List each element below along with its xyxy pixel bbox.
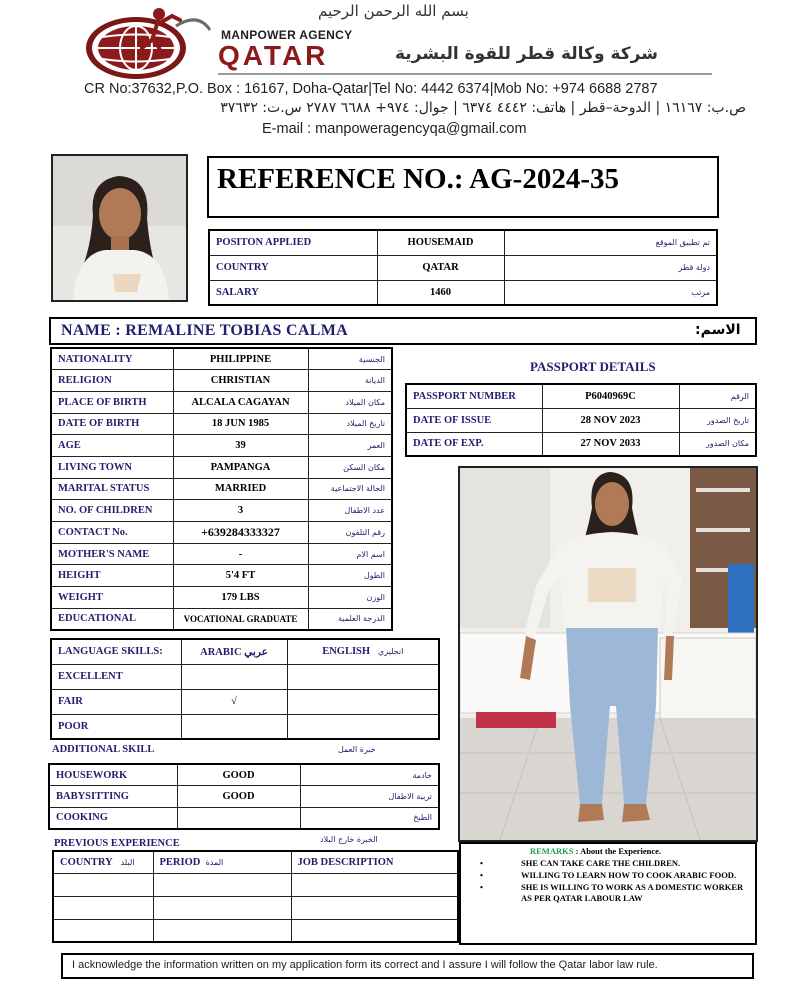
field-label: AGE bbox=[51, 435, 173, 457]
field-value: 39 bbox=[173, 435, 308, 457]
job-description-column-header: JOB DESCRIPTION bbox=[291, 851, 458, 874]
field-label: DATE OF BIRTH bbox=[51, 413, 173, 435]
passport-number-label-arabic: الرقم bbox=[679, 384, 756, 408]
applicant-full-body-photo bbox=[458, 466, 758, 842]
table-cell bbox=[291, 874, 458, 897]
additional-skill-title-arabic: خبرة العمل bbox=[338, 745, 376, 754]
skill-label-arabic: الطبخ bbox=[300, 807, 439, 829]
skill-value: GOOD bbox=[177, 764, 300, 786]
field-value: CHRISTIAN bbox=[173, 370, 308, 392]
table-row bbox=[51, 478, 392, 500]
country-column-header bbox=[53, 851, 153, 874]
country-row bbox=[209, 255, 717, 280]
field-label: EDUCATIONAL bbox=[51, 608, 173, 630]
field-label: RELIGION bbox=[51, 370, 173, 392]
field-label-arabic: مكان الميلاد bbox=[308, 391, 392, 413]
field-label: MOTHER'S NAME bbox=[51, 543, 173, 565]
language-skills-table bbox=[50, 638, 440, 740]
table-row bbox=[49, 786, 439, 808]
agency-logo bbox=[80, 4, 215, 82]
additional-skill-title: ADDITIONAL SKILL bbox=[52, 744, 155, 755]
remarks-heading bbox=[530, 846, 661, 856]
agency-name-small: MANPOWER AGENCY bbox=[221, 28, 353, 42]
table-row bbox=[51, 348, 392, 370]
salary-label: SALARY bbox=[209, 280, 377, 305]
field-label: PLACE OF BIRTH bbox=[51, 391, 173, 413]
table-cell bbox=[153, 896, 291, 919]
table-row bbox=[51, 565, 392, 587]
arabic-level-mark: √ bbox=[181, 689, 287, 714]
country-column-label: COUNTRY bbox=[60, 857, 113, 869]
table-row bbox=[53, 874, 458, 897]
field-label: LIVING TOWN bbox=[51, 456, 173, 478]
passport-number-value: P6040969C bbox=[542, 384, 679, 408]
table-row bbox=[51, 587, 392, 609]
level-label: EXCELLENT bbox=[51, 664, 181, 689]
table-cell bbox=[153, 919, 291, 942]
field-label: HEIGHT bbox=[51, 565, 173, 587]
field-label: MARITAL STATUS bbox=[51, 478, 173, 500]
field-label-arabic: عدد الاطفال bbox=[308, 500, 392, 522]
country-label: COUNTRY bbox=[209, 255, 377, 280]
field-value: +639284333327 bbox=[173, 522, 308, 544]
table-row bbox=[51, 522, 392, 544]
header-divider bbox=[218, 73, 712, 75]
level-label: POOR bbox=[51, 714, 181, 739]
field-value: 3 bbox=[173, 500, 308, 522]
table-row bbox=[49, 807, 439, 829]
remarks-suffix: : About the Experience. bbox=[575, 846, 662, 856]
period-column-header bbox=[153, 851, 291, 874]
field-value: - bbox=[173, 543, 308, 565]
english-column-header bbox=[287, 639, 439, 664]
agency-name-arabic: شركة وكالة قطر للقوة البشرية bbox=[395, 44, 658, 64]
table-row bbox=[51, 500, 392, 522]
field-label: WEIGHT bbox=[51, 587, 173, 609]
table-row bbox=[406, 384, 756, 408]
position-row bbox=[209, 230, 717, 255]
personal-info-table bbox=[50, 347, 393, 631]
salary-value: 1460 bbox=[377, 280, 504, 305]
position-table bbox=[208, 229, 718, 306]
table-row bbox=[49, 764, 439, 786]
table-row bbox=[51, 608, 392, 630]
position-value: HOUSEMAID bbox=[377, 230, 504, 255]
table-cell bbox=[53, 874, 153, 897]
skill-label: COOKING bbox=[49, 807, 177, 829]
field-label-arabic: الجنسية bbox=[308, 348, 392, 370]
table-row bbox=[406, 432, 756, 456]
field-label-arabic: العمر bbox=[308, 435, 392, 457]
skill-value: GOOD bbox=[177, 786, 300, 808]
issue-date-label: DATE OF ISSUE bbox=[406, 408, 542, 432]
field-value: PAMPANGA bbox=[173, 456, 308, 478]
field-value: 179 LBS bbox=[173, 587, 308, 609]
field-label: NATIONALITY bbox=[51, 348, 173, 370]
field-label-arabic: رقم التلفون bbox=[308, 522, 392, 544]
english-label: ENGLISH bbox=[322, 646, 371, 658]
salary-row bbox=[209, 280, 717, 305]
contact-english: CR No:37632,P.O. Box : 16167, Doha-Qatar|Tel No: 4442 6374|Mob No: +974 6688 2787 bbox=[84, 81, 658, 97]
table-row bbox=[53, 919, 458, 942]
period-column-label: PERIOD bbox=[159, 857, 201, 869]
salary-label-arabic: مرتب bbox=[504, 280, 717, 305]
table-cell bbox=[291, 919, 458, 942]
skill-label-arabic: خادمة bbox=[300, 764, 439, 786]
list-item: • WILLING TO LEARN HOW TO COOK ARABIC FOOD. bbox=[466, 870, 751, 881]
table-row bbox=[51, 370, 392, 392]
skill-label-arabic: تربية الاطفال bbox=[300, 786, 439, 808]
applicant-name-arabic-label: الاسم: bbox=[695, 322, 741, 338]
remarks-label: REMARKS bbox=[530, 846, 574, 856]
field-label-arabic: الطول bbox=[308, 565, 392, 587]
field-value: MARRIED bbox=[173, 478, 308, 500]
field-label-arabic: الدرجة العلمية bbox=[308, 608, 392, 630]
issue-date-label-arabic: تاريخ الصدور bbox=[679, 408, 756, 432]
country-label-arabic: دولة قطر bbox=[504, 255, 717, 280]
table-row bbox=[406, 408, 756, 432]
skill-label: BABYSITTING bbox=[49, 786, 177, 808]
field-value: 18 JUN 1985 bbox=[173, 413, 308, 435]
field-label-arabic: اسم الام bbox=[308, 543, 392, 565]
period-column-label-arabic: المدة bbox=[205, 858, 224, 868]
arabic-level-mark bbox=[181, 714, 287, 739]
bismillah-calligraphy: بسم الله الرحمن الرحيم bbox=[318, 2, 469, 20]
field-label-arabic: تاريخ الميلاد bbox=[308, 413, 392, 435]
table-row bbox=[51, 664, 439, 689]
table-row bbox=[51, 543, 392, 565]
field-label-arabic: الحالة الاجتماعية bbox=[308, 478, 392, 500]
additional-skill-table bbox=[48, 763, 440, 830]
table-cell bbox=[153, 874, 291, 897]
field-value: ALCALA CAGAYAN bbox=[173, 391, 308, 413]
expiry-date-label: DATE OF EXP. bbox=[406, 432, 542, 456]
list-item: • SHE IS WILLING TO WORK AS A DOMESTIC WORKER AS PER QATAR LABOUR LAW bbox=[466, 882, 751, 904]
reference-number: REFERENCE NO.: AG-2024-35 bbox=[217, 163, 619, 195]
arabic-level-mark bbox=[181, 664, 287, 689]
field-value: VOCATIONAL GRADUATE bbox=[173, 608, 308, 630]
english-level-mark bbox=[287, 689, 439, 714]
remarks-list bbox=[466, 858, 751, 905]
issue-date-value: 28 NOV 2023 bbox=[542, 408, 679, 432]
contact-arabic: ص.ب: ١٦١٦٧ | الدوحة–قطر | هاتف: ٤٤٤٢ ٦٣٧٤ | جوال: ٩٧٤+ ٦٦٨٨ ٢٧٨٧ س.ت: ٣٧٦٣٢ bbox=[220, 100, 746, 116]
position-label: POSITON APPLIED bbox=[209, 230, 377, 255]
passport-number-label: PASSPORT NUMBER bbox=[406, 384, 542, 408]
passport-details-title: PASSPORT DETAILS bbox=[530, 359, 656, 374]
position-label-arabic: تم تطبيق الموقع bbox=[504, 230, 717, 255]
table-cell bbox=[53, 919, 153, 942]
table-cell bbox=[53, 896, 153, 919]
field-label: CONTACT No. bbox=[51, 522, 173, 544]
english-label-arabic: انجليزي bbox=[377, 647, 404, 657]
field-label: NO. OF CHILDREN bbox=[51, 500, 173, 522]
table-row bbox=[51, 391, 392, 413]
skill-label: HOUSEWORK bbox=[49, 764, 177, 786]
table-row bbox=[51, 435, 392, 457]
field-label-arabic: الديانة bbox=[308, 370, 392, 392]
previous-experience-table bbox=[52, 850, 459, 943]
acknowledgement-text: I acknowledge the information written on my application form its correct and I assure I will follow the Qatar labor law rule. bbox=[72, 959, 658, 971]
applicant-portrait-photo bbox=[51, 154, 188, 302]
country-value: QATAR bbox=[377, 255, 504, 280]
previous-experience-title-arabic: الخبرة خارج البلاد bbox=[320, 835, 378, 844]
agency-email: E-mail : manpoweragencyqa@gmail.com bbox=[262, 121, 527, 137]
table-row bbox=[51, 456, 392, 478]
table-row bbox=[53, 851, 458, 874]
table-row bbox=[51, 413, 392, 435]
language-skills-header: LANGUAGE SKILLS: bbox=[51, 639, 181, 664]
field-label-arabic: مكان السكن bbox=[308, 456, 392, 478]
table-row bbox=[53, 896, 458, 919]
expiry-date-label-arabic: مكان الصدور bbox=[679, 432, 756, 456]
table-row bbox=[51, 714, 439, 739]
skill-value bbox=[177, 807, 300, 829]
applicant-name: NAME : REMALINE TOBIAS CALMA bbox=[61, 322, 348, 339]
english-level-mark bbox=[287, 714, 439, 739]
expiry-date-value: 27 NOV 2033 bbox=[542, 432, 679, 456]
level-label: FAIR bbox=[51, 689, 181, 714]
arabic-column-header: ARABIC عربي bbox=[181, 639, 287, 664]
table-row bbox=[51, 639, 439, 664]
previous-experience-title: PREVIOUS EXPERIENCE bbox=[54, 838, 180, 849]
field-label-arabic: الوزن bbox=[308, 587, 392, 609]
list-item: • SHE CAN TAKE CARE THE CHILDREN. bbox=[466, 858, 751, 869]
field-value: 5'4 FT bbox=[173, 565, 308, 587]
english-level-mark bbox=[287, 664, 439, 689]
field-value: PHILIPPINE bbox=[173, 348, 308, 370]
passport-table bbox=[405, 383, 757, 457]
country-column-label-arabic: البلد bbox=[120, 858, 135, 868]
agency-name-big: QATAR bbox=[218, 40, 329, 71]
table-row bbox=[51, 689, 439, 714]
table-cell bbox=[291, 896, 458, 919]
